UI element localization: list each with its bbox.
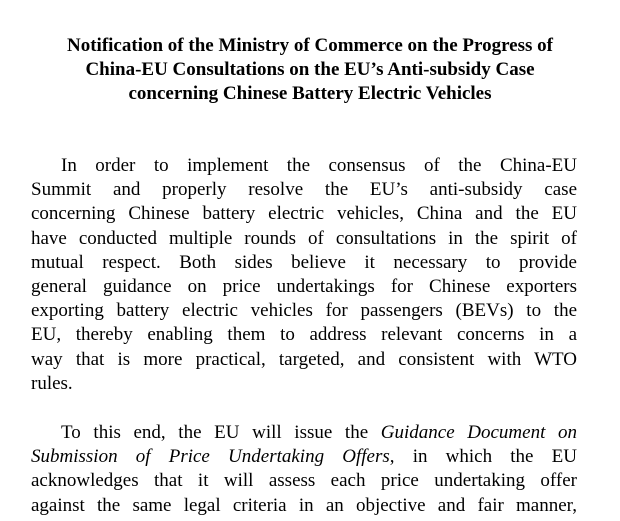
- document-title: [20, 34, 600, 106]
- paragraph-line: mutual respect. Both sides believe it necessary to provide: [31, 251, 577, 273]
- paragraph-intro: [31, 154, 577, 396]
- paragraph-guidance: [31, 421, 577, 518]
- paragraph-line: have conducted multiple rounds of consultations in the spirit of: [31, 227, 577, 249]
- paragraph-line: concerning Chinese battery electric vehicles, China and the EU: [31, 203, 577, 225]
- paragraph-line: In order to implement the consensus of the China-EU: [61, 155, 577, 176]
- title-line: concerning Chinese Battery Electric Vehicles: [128, 83, 492, 104]
- paragraph-line: way that is more practical, targeted, and consistent with WTO: [31, 348, 577, 370]
- paragraph-line: [31, 421, 577, 445]
- paragraph-line: [31, 445, 577, 469]
- document-title-italic: Submission of Price Undertaking Offers: [31, 446, 390, 468]
- paragraph-line: Summit and properly resolve the EU’s anti-subsidy case: [31, 179, 577, 201]
- title-line: Notification of the Ministry of Commerce on the Progress of: [67, 35, 553, 56]
- text-run: To this end, the EU will issue the: [61, 422, 381, 443]
- paragraph-line: acknowledges that it will assess each price undertaking offer: [31, 470, 577, 492]
- text-run: , in which the EU: [389, 446, 577, 468]
- paragraph-line: general guidance on price undertakings for Chinese exporters: [31, 275, 577, 297]
- paragraph-line: rules.: [31, 372, 73, 394]
- title-line: China-EU Consultations on the EU’s Anti-subsidy Case: [85, 59, 535, 80]
- document-title-italic: Guidance Document on: [380, 422, 577, 443]
- paragraph-line: EU, thereby enabling them to address relevant concerns in a: [31, 324, 577, 346]
- paragraph-line: against the same legal criteria in an objective and fair manner,: [31, 494, 577, 516]
- paragraph-line: exporting battery electric vehicles for passengers (BEVs) to the: [31, 300, 577, 322]
